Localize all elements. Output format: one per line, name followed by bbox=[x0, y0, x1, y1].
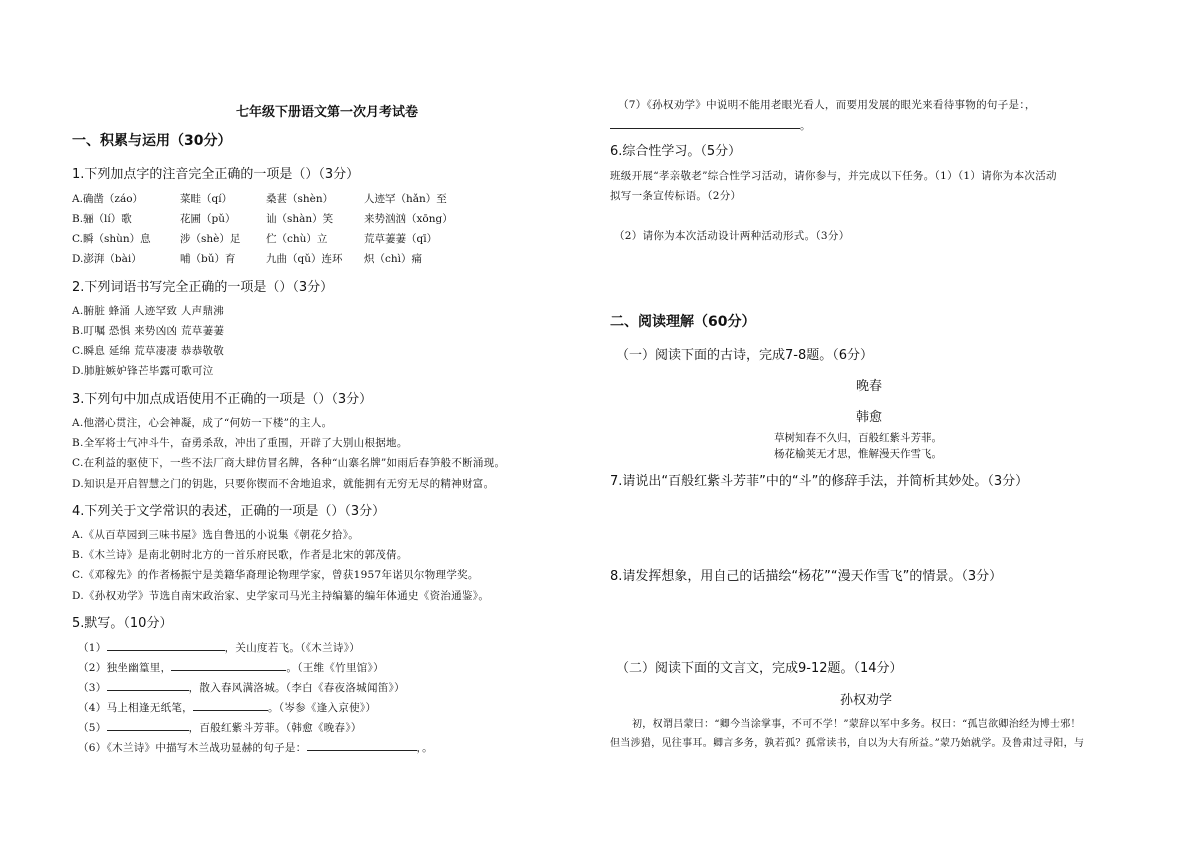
question-2-stem: 2.下列词语书写完全正确的一项是（）（3分） bbox=[72, 280, 334, 295]
question-1-option-d: D.澎湃（bài） 哺（bǔ）育 九曲（qǔ）连环 炽（chì）痛 bbox=[72, 253, 423, 265]
answer-blank[interactable] bbox=[610, 118, 800, 129]
question-4-stem: 4.下列关于文学常识的表述，正确的一项是（）（3分） bbox=[72, 504, 386, 519]
dictation-line-2: （2）独坐幽篁里， 。（王维《竹里馆》） bbox=[78, 662, 384, 674]
poem-author: 韩愈 bbox=[856, 410, 883, 425]
question-3-option-d: D.知识是开启智慧之门的钥匙，只要你锲而不舍地追求，就能拥有无穷无尽的精神财富。 bbox=[72, 478, 495, 490]
question-6-task-1: 班级开展“孝亲敬老”综合性学习活动，请你参与，并完成以下任务。（1）（1）请你为本次活动 bbox=[610, 170, 1057, 182]
question-3-stem: 3.下列句中加点成语使用不正确的一项是（）（3分） bbox=[72, 392, 373, 407]
question-1-stem: 1.下列加点字的注音完全正确的一项是（）（3分） bbox=[72, 167, 360, 182]
question-4-option-d: D.《孙权劝学》节选自南宋政治家、史学家司马光主持编纂的编年体通史《资治通鉴》。 bbox=[72, 590, 490, 602]
dictation-line-6: （6）《木兰诗》中描写木兰战功显赫的句子是： ，。 bbox=[78, 742, 433, 754]
question-3-option-b: B.全军将士气冲斗牛，奋勇杀敌，冲出了重围，开辟了大别山根据地。 bbox=[72, 437, 408, 449]
question-1-option-a: A.确凿（záo） 菜畦（qí） 桑葚（shèn） 人迹罕（hǎn）至 bbox=[72, 193, 447, 205]
question-4-option-a: A.《从百草园到三味书屋》选自鲁迅的小说集《朝花夕拾》。 bbox=[72, 529, 360, 541]
answer-blank[interactable] bbox=[193, 700, 268, 711]
question-7-stem: 7.请说出“百般红紫斗芳菲”中的“斗”的修辞手法，并简析其妙处。（3分） bbox=[610, 474, 1029, 489]
question-6-task-1-cont: 拟写一条宣传标语。（2分） bbox=[610, 190, 742, 202]
reading-part-1-heading: （一）阅读下面的古诗，完成7-8题。（6分） bbox=[616, 348, 874, 363]
question-2-option-d: D.肺脏嫉妒锋芒毕露可歌可泣 bbox=[72, 365, 214, 377]
classical-text-line-2: 但当涉猎，见往事耳。卿言多务，孰若孤？孤常读书，自以为大有所益。”蒙乃始就学。及鲁肃过寻阳，与 bbox=[610, 738, 1085, 749]
dictation-line-5: （5） ，百般红紫斗芳菲。（韩愈《晚春》） bbox=[78, 722, 362, 734]
question-2-option-b: B.叮嘱 恐惧 来势凶凶 荒草萋萋 bbox=[72, 325, 225, 337]
section-accumulation-heading: 一、积累与运用（30分） bbox=[72, 133, 232, 149]
dictation-line-7-answer: 。 bbox=[610, 118, 811, 133]
answer-blank[interactable] bbox=[107, 720, 189, 731]
question-3-option-c: C.在利益的驱使下，一些不法厂商大肆仿冒名牌，各种“山寨名牌”如雨后春笋般不断涌现。 bbox=[72, 457, 506, 469]
question-6-task-2: （2）请你为本次活动设计两种活动形式。（3分） bbox=[614, 230, 850, 242]
classical-text-line-1: 初，权谓吕蒙曰：“卿今当涂掌事，不可不学！”蒙辞以军中多务。权曰：“孤岂欲卿治经为博士邪！ bbox=[632, 719, 1081, 730]
poem-title: 晚春 bbox=[856, 379, 883, 394]
question-8-stem: 8.请发挥想象，用自己的话描绘“杨花”“漫天作雪飞”的情景。（3分） bbox=[610, 569, 1003, 584]
question-2-option-c: C.瞬息 延绵 荒草凄凄 恭恭敬敬 bbox=[72, 345, 225, 357]
answer-blank[interactable] bbox=[107, 640, 225, 651]
classical-text-title: 孙权劝学 bbox=[840, 693, 893, 708]
question-2-option-a: A.腑脏 蜂涌 人迹罕致 人声鼎沸 bbox=[72, 305, 225, 317]
poem-line-2: 杨花榆荚无才思，惟解漫天作雪飞。 bbox=[774, 448, 942, 460]
section-reading-heading: 二、阅读理解（60分） bbox=[610, 314, 756, 330]
dictation-line-1: （1） ，关山度若飞。（《木兰诗》） bbox=[78, 642, 361, 654]
poem-line-1: 草树知春不久归，百般红紫斗芳菲。 bbox=[774, 432, 942, 444]
question-1-option-b: B.骊（lí）歌 花圃（pǔ） 讪（shàn）笑 来势汹汹（xōng） bbox=[72, 213, 453, 225]
answer-blank[interactable] bbox=[307, 740, 417, 751]
dictation-line-4: （4）马上相逢无纸笔， 。（岑参《逢入京使》） bbox=[78, 702, 377, 714]
question-1-option-c: C.瞬（shùn）息 涉（shè）足 伫（chù）立 荒草萋萋（qī） bbox=[72, 233, 438, 245]
question-5-stem: 5.默写。（10分） bbox=[72, 616, 173, 631]
question-3-option-a: A.他潜心贯注，心会神凝，成了“何妨一下楼”的主人。 bbox=[72, 417, 333, 429]
question-4-option-b: B.《木兰诗》是南北朝时北方的一首乐府民歌，作者是北宋的郭茂倩。 bbox=[72, 549, 408, 561]
answer-blank[interactable] bbox=[107, 680, 189, 691]
dictation-line-7: （7）《孙权劝学》中说明不能用老眼光看人，而要用发展的眼光来看待事物的句子是：， bbox=[618, 99, 1036, 111]
answer-blank[interactable] bbox=[171, 660, 286, 671]
exam-title: 七年级下册语文第一次月考试卷 bbox=[236, 105, 419, 120]
question-6-stem: 6.综合性学习。（5分） bbox=[610, 144, 742, 159]
question-4-option-c: C.《邓稼先》的作者杨振宁是美籍华裔理论物理学家，曾获1957年诺贝尔物理学奖。 bbox=[72, 569, 479, 581]
dictation-line-3: （3） ，散入春风满洛城。（李白《春夜洛城闻笛》） bbox=[78, 682, 405, 694]
reading-part-2-heading: （二）阅读下面的文言文，完成9-12题。（14分） bbox=[616, 661, 903, 676]
